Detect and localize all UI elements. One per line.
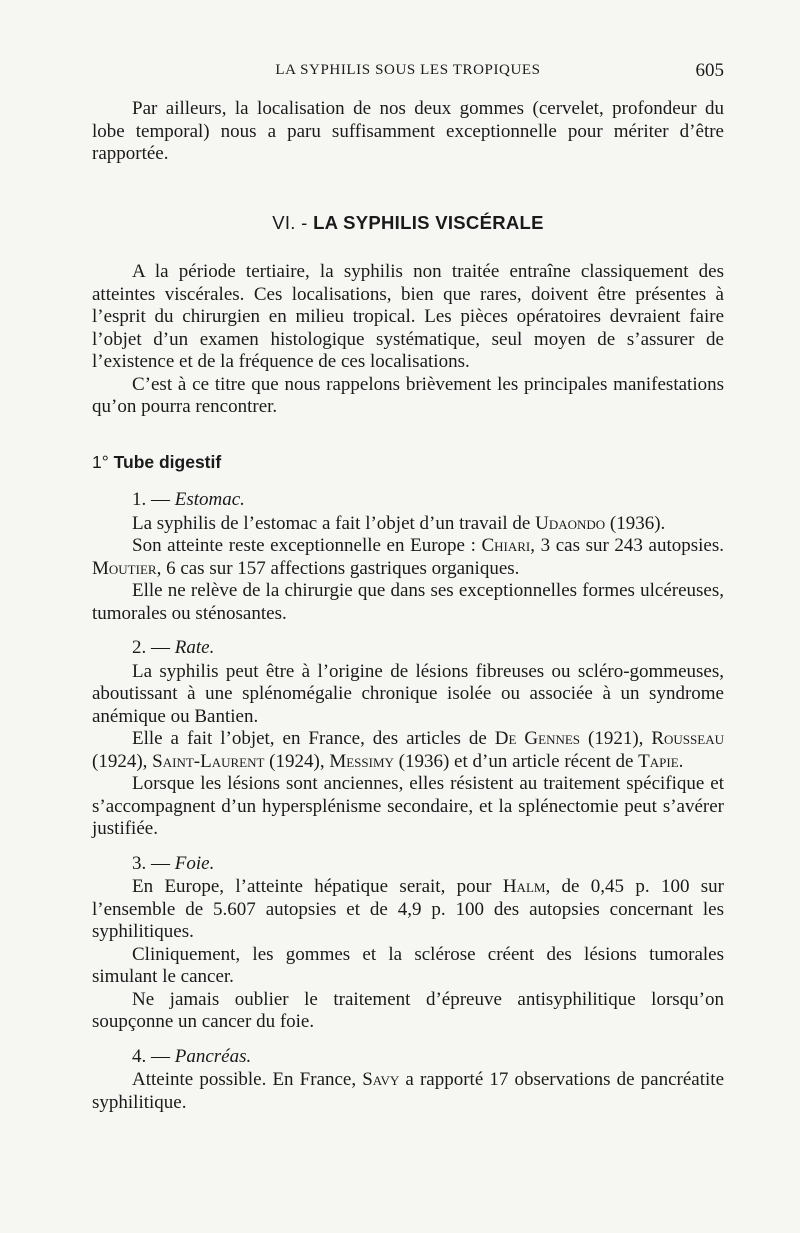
- item-title: Pancréas.: [174, 1045, 252, 1067]
- item-title: Rate.: [174, 637, 215, 658]
- subsection-title: Tube digestif: [113, 451, 222, 472]
- text: (1936).: [605, 512, 666, 534]
- author-name: Moutier: [92, 557, 157, 579]
- text: (1921),: [580, 728, 652, 749]
- text: , 6 cas sur 157 affections gastriques organiques.: [156, 557, 520, 579]
- text: Son atteinte reste exceptionnelle en Europe :: [132, 535, 482, 556]
- paragraph: [92, 876, 724, 944]
- author-name: Savy: [362, 1069, 400, 1090]
- item-title: Estomac.: [174, 489, 245, 510]
- paragraph: La syphilis peut être à l’origine de lésions fibreuses ou scléro-gommeuses, aboutissant à une splénomégalie chronique isolée ou associée à un syndrome anémique ou Bantien.: [92, 660, 724, 727]
- section-title: LA SYPHILIS VISCÉRALE: [313, 211, 544, 233]
- page-number: 605: [695, 60, 724, 81]
- paragraph: Ne jamais oublier le traitement d’épreuve antisyphilitique lorsqu’on soupçonne un cancer du foie.: [92, 988, 724, 1032]
- intro-paragraph: Par ailleurs, la localisation de nos deux gommes (cervelet, profondeur du lobe temporal) nous a paru suffisamment exceptionnelle pour mériter d’être rapportée.: [92, 98, 724, 164]
- paragraph: Lorsque les lésions sont anciennes, elles résistent au traitement spécifique et s’accompagnent d’un hypersplénisme secondaire, et la splénectomie peut s’avérer justifiée.: [92, 773, 724, 839]
- text: , 3 cas sur 243 autopsies.: [530, 535, 724, 556]
- text: En Europe, l’atteinte hépatique serait, pour: [132, 876, 503, 897]
- text: La syphilis de l’estomac a fait l’objet d’un travail de: [132, 512, 536, 534]
- section-heading: [92, 212, 724, 235]
- text: .: [678, 750, 684, 772]
- item-title: Foie.: [174, 852, 215, 874]
- paragraph: [92, 1069, 724, 1114]
- text: (1924),: [264, 750, 330, 772]
- author-name: Messimy: [329, 750, 394, 772]
- author-name: Saint-Laurent: [152, 750, 265, 772]
- subsection-number: 1°: [92, 451, 109, 472]
- item-heading: [92, 1046, 724, 1069]
- author-name: Rousseau: [651, 728, 724, 749]
- item-heading: [92, 637, 724, 660]
- item-number: 1. —: [132, 489, 170, 510]
- item-number: 2. —: [132, 637, 170, 658]
- author-name: Tapie: [638, 750, 679, 772]
- item-number: 4. —: [132, 1045, 170, 1067]
- section-paragraph: A la période tertiaire, la syphilis non traitée entraîne classiquement des atteintes viscérales. Ces localisations, bien que rares, doivent être présentes à l’esprit du chirurgien en milieu tropical. Les pièces opératoires devraient faire l’objet d’un examen histologique systématique, seul moyen de s’assurer de l’existence et de la fréquence de ces localisations.: [92, 261, 724, 372]
- running-header: [92, 62, 724, 86]
- section-paragraph: C’est à ce titre que nous rappelons brièvement les principales manifestations qu’on pourra rencontrer.: [92, 373, 724, 417]
- text: (1924),: [92, 750, 153, 772]
- text: Atteinte possible. En France,: [132, 1069, 363, 1090]
- paragraph: [92, 535, 724, 580]
- text: a rapporté 17 observations de pancréatite syphilitique.: [92, 1069, 724, 1113]
- paragraph: Cliniquement, les gommes et la sclérose créent des lésions tumorales simulant le cancer.: [92, 943, 724, 987]
- paragraph: [92, 513, 724, 536]
- text: , de 0,45 p. 100 sur l’ensemble de 5.607 autopsies et de 4,9 p. 100 des autopsies concernant les syphilitiques.: [92, 876, 725, 942]
- text: Elle a fait l’objet, en France, des articles de: [132, 728, 495, 749]
- section-number: VI. -: [272, 211, 308, 233]
- author-name: De Gennes: [494, 728, 581, 749]
- author-name: Halm: [502, 876, 546, 897]
- text: (1936) et d’un article récent de: [393, 750, 639, 772]
- author-name: Udaondo: [535, 512, 606, 534]
- paragraph: Elle ne relève de la chirurgie que dans ses exceptionnelles formes ulcéreuses, tumorales ou sténosantes.: [92, 580, 724, 624]
- paragraph: [92, 728, 724, 773]
- item-heading: [92, 489, 724, 512]
- running-title: LA SYPHILIS SOUS LES TROPIQUES: [275, 62, 541, 78]
- subsection-heading: [92, 451, 724, 474]
- author-name: Chiari: [481, 535, 531, 556]
- page-body: [92, 98, 724, 1114]
- item-number: 3. —: [132, 852, 170, 874]
- item-heading: [92, 853, 724, 876]
